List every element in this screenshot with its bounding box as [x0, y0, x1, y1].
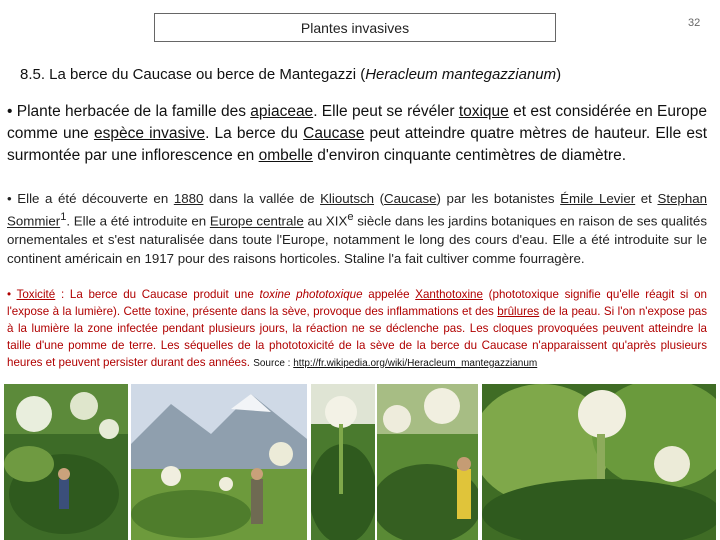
paragraph-toxicity: • Toxicité : La berce du Caucase produit une toxine phototoxique appelée Xanthotoxine (phototoxique signifie qu'elle réagit si on l'expose à la lumière). Cette toxine, présente dans la sève, provoque des inflammations et des brûlures de la peau. Si l'on n'expose pas à la lumière la zone infectée pendant plusieurs jours, la réaction ne se déclenche pas. Les cloques provoquées peuvent atteindre la taille d'une pomme de terre. Les séquelles de la phototoxicité de la sève de la berce du Caucase n'apparaissent qu'après plusieurs heures et peuvent persister durant des années. Source : http://fr.wikipedia.org/wiki/Heracleum_mantegazzianum: [7, 288, 708, 369]
latin-name: Heracleum mantegazzianum: [365, 66, 557, 83]
header-title: Plantes invasives: [300, 20, 410, 36]
page-number: 32: [688, 17, 701, 29]
link-apiaceae[interactable]: apiaceae: [250, 103, 314, 120]
source-label: Source :: [253, 357, 294, 369]
paragraph-description: • Plante herbacée de la famille des apiaceae. Elle peut se révéler toxique et est considérée en Europe comme une espèce invasive. La berce du Caucase peut atteindre quatre mètres de hauteur. Elle est surmontée par une inflorescence en ombelle d'environ cinquante centimètres de diamètre.: [7, 103, 708, 164]
link-klioutsch[interactable]: Klioutsch: [320, 191, 375, 206]
link-caucase[interactable]: Caucase: [303, 124, 365, 142]
source-link[interactable]: http://fr.wikipedia.org/wiki/Heracleum_mantegazzianum: [293, 357, 538, 369]
paragraph-history: • Elle a été découverte en 1880 dans la vallée de Klioutsch (Caucase) par les botanistes Émile Levier et Stephan Sommier$^1$. Elle a été introduite en Europe centrale au XIXe siècle dans les jardins botaniques en raison de ses qualités ornementales et s'est naturalisée dans toute l'Europe, notamment le long des cours d'eau. Elle a été introduite sur le continent américain en 1917 pour des raisons horticoles. Staline l'a fait cultiver comme fourragère.: [7, 191, 708, 266]
photo-strip: [0, 384, 720, 540]
link-brulures[interactable]: brûlures: [497, 304, 540, 318]
link-emile-levier[interactable]: Émile Levier: [560, 191, 636, 206]
link-stephan-sommier[interactable]: Stephan Sommier: [7, 191, 708, 229]
mountain-meadow-photo: [131, 384, 307, 540]
plant-photo-4: [377, 384, 478, 540]
plant-photo-1: [4, 384, 128, 540]
link-1880[interactable]: 1880: [173, 191, 204, 206]
plant-photo-3: [311, 384, 375, 540]
link-xanthotoxine[interactable]: Xanthotoxine: [415, 288, 483, 301]
link-ombelle[interactable]: ombelle: [258, 146, 313, 164]
footnote-marker: 1: [60, 211, 67, 224]
plant-closeup-photo: [482, 384, 716, 540]
link-toxique[interactable]: toxique: [458, 103, 509, 120]
slide-header: [154, 13, 556, 42]
link-caucase-2[interactable]: Caucase: [384, 191, 437, 206]
link-espece-invasive[interactable]: espèce invasive: [93, 124, 206, 142]
link-toxicite[interactable]: Toxicité: [16, 288, 56, 301]
section-heading: 8.5. La berce du Caucase ou berce de Mantegazzi (Heracleum mantegazzianum): [20, 66, 562, 83]
link-europe-centrale[interactable]: Europe centrale: [209, 213, 304, 229]
